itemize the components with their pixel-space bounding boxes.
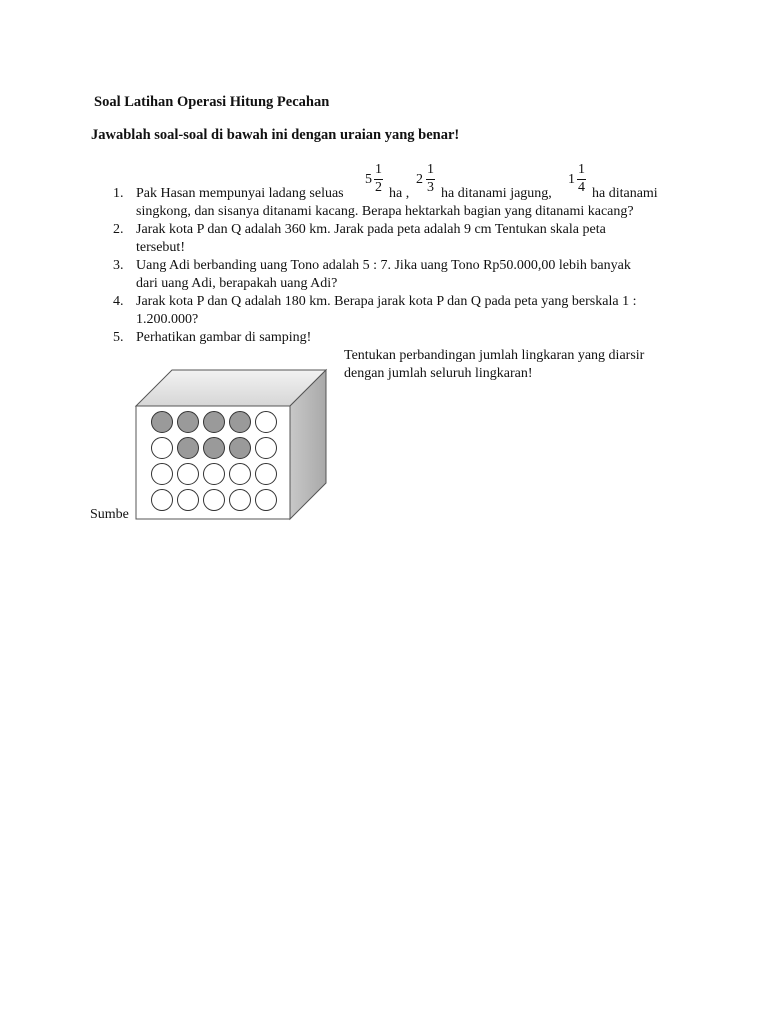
instruction-text: Jawablah soal-soal di bawah ini dengan uraian yang benar!: [91, 127, 460, 143]
question-2-text-line1: Jarak kota P dan Q adalah 360 km. Jarak pada peta adalah 9 cm Tentukan skala peta: [136, 222, 606, 237]
question-5-text-line1: Perhatikan gambar di samping!: [136, 330, 312, 345]
shaded-circle: [204, 412, 225, 433]
fraction-two-third: [416, 163, 440, 199]
shaded-circle: [230, 412, 251, 433]
fraction-numerator: 1: [375, 162, 382, 177]
question-3-text-line1: Uang Adi berbanding uang Tono adalah 5 : 7. Jika uang Tono Rp50.000,00 lebih banyak: [136, 258, 631, 273]
question-1-number: 1.: [113, 186, 124, 201]
shaded-circle: [178, 438, 199, 459]
fraction-denominator: 2: [375, 180, 382, 195]
question-3-text-line2: dari uang Adi, berapakah uang Adi?: [136, 276, 338, 291]
shaded-circle: [204, 438, 225, 459]
empty-circle: [178, 490, 199, 511]
circle-box-svg: [130, 367, 330, 527]
question-4-number: 4.: [113, 294, 124, 309]
fraction-five-half: [365, 163, 389, 199]
question-2-text-line2: tersebut!: [136, 240, 185, 255]
question-5-side-line1: Tentukan perbandingan jumlah lingkaran yang diarsir: [344, 348, 645, 363]
question-5-number: 5.: [113, 330, 124, 345]
empty-circle: [152, 464, 173, 485]
fraction-whole: 2: [416, 172, 423, 187]
shaded-circle: [178, 412, 199, 433]
empty-circle: [256, 412, 277, 433]
question-4-text-line1: Jarak kota P dan Q adalah 180 km. Berapa jarak kota P dan Q pada peta yang berskala 1 :: [136, 294, 637, 309]
question-5-side-line2: dengan jumlah seluruh lingkaran!: [344, 366, 533, 381]
question-1-text-d: ha ditanami: [592, 186, 658, 201]
question-1-text-c: ha ditanami jagung,: [441, 186, 552, 201]
empty-circle: [204, 464, 225, 485]
empty-circle: [204, 490, 225, 511]
document-title: Soal Latihan Operasi Hitung Pecahan: [94, 94, 330, 110]
fraction-one-quarter: [568, 163, 592, 199]
question-1-text-a: Pak Hasan mempunyai ladang seluas: [136, 186, 344, 201]
empty-circle: [152, 438, 173, 459]
fraction-whole: 1: [568, 172, 575, 187]
question-1-text-line2: singkong, dan sisanya ditanami kacang. Berapa hektarkah bagian yang ditanami kacang?: [136, 204, 634, 219]
circle-box-figure: [130, 367, 330, 527]
question-5-side-text: [344, 347, 684, 383]
empty-circle: [256, 490, 277, 511]
question-1-text-b: ha ,: [389, 186, 410, 201]
fraction-denominator: 4: [578, 180, 585, 195]
question-2-number: 2.: [113, 222, 124, 237]
empty-circle: [178, 464, 199, 485]
question-4-text-line2: 1.200.000?: [136, 312, 199, 327]
shaded-circle: [152, 412, 173, 433]
shaded-circle: [230, 438, 251, 459]
empty-circle: [230, 490, 251, 511]
empty-circle: [256, 464, 277, 485]
source-label: Sumbe: [90, 507, 129, 522]
fraction-denominator: 3: [427, 180, 434, 195]
fraction-numerator: 1: [427, 162, 434, 177]
fraction-numerator: 1: [578, 162, 585, 177]
empty-circle: [152, 490, 173, 511]
empty-circle: [230, 464, 251, 485]
fraction-whole: 5: [365, 172, 372, 187]
empty-circle: [256, 438, 277, 459]
question-3-number: 3.: [113, 258, 124, 273]
